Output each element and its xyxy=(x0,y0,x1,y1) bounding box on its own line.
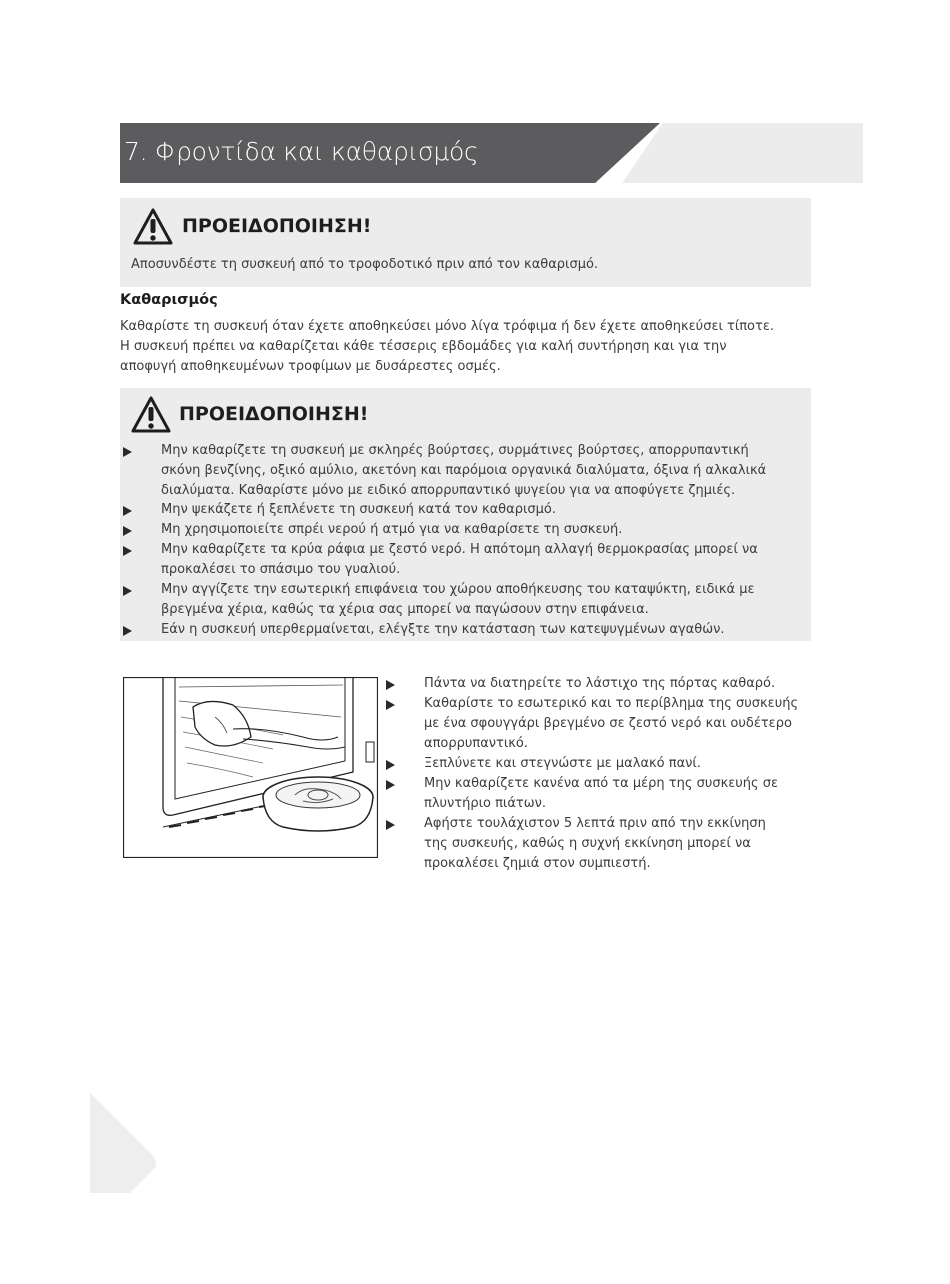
warning-box-disconnect xyxy=(120,198,811,287)
warning-text: Αποσυνδέστε τη συσκευή από το τροφοδοτικό πριν από τον καθαρισμό. xyxy=(131,257,599,272)
bullet-arrow-icon xyxy=(123,526,132,536)
bullet-arrow-icon xyxy=(386,700,395,710)
list-item-line: προκαλέσει το σπάσιμο του γυαλιού. xyxy=(161,562,401,577)
list-item-line: με ένα σφουγγάρι βρεγμένο σε ζεστό νερό και ουδέτερο xyxy=(424,716,792,731)
bullet-arrow-icon xyxy=(123,546,132,556)
cleaning-illustration xyxy=(123,677,378,858)
section-title: 7. Φροντίδα και καθαρισμός xyxy=(124,137,479,166)
warning-triangle-icon xyxy=(130,395,172,435)
list-item-line: προκαλέσει ζημιά στον συμπιεστή. xyxy=(424,856,651,871)
warning-triangle-icon xyxy=(132,207,174,247)
list-item-line: Μην καθαρίζετε τη συσκευή με σκληρές βούρτσες, συρμάτινες βούρτσες, απορρυπαντική xyxy=(161,443,749,458)
header-decoration xyxy=(622,123,863,183)
bullet-arrow-icon xyxy=(123,626,132,636)
paragraph-line: αποφυγή αποθηκευμένων τροφίμων με δυσάρεστες οσμές. xyxy=(120,359,501,374)
list-item-line: Μην αγγίζετε την εσωτερική επιφάνεια του χώρου αποθήκευσης του καταψύκτη, ειδικά με xyxy=(161,582,755,597)
page-corner-decoration xyxy=(90,1093,160,1193)
list-item-line: Ξεπλύνετε και στεγνώστε με μαλακό πανί. xyxy=(424,756,701,771)
list-item-line: σκόνη βενζίνης, οξικό αμύλιο, ακετόνη και παρόμοια οργανικά διαλύματα, όξινα ή αλκαλικά xyxy=(161,463,767,478)
warning-title: ΠΡΟΕΙΔΟΠΟΙΗΣΗ! xyxy=(179,403,369,425)
list-item-line: Καθαρίστε το εσωτερικό και το περίβλημα της συσκευής xyxy=(424,696,799,711)
paragraph-line: Καθαρίστε τη συσκευή όταν έχετε αποθηκεύσει μόνο λίγα τρόφιμα ή δεν έχετε αποθηκεύσει τίποτε. xyxy=(120,319,774,334)
list-item-line: διαλύματα. Καθαρίστε μόνο με ειδικό απορρυπαντικό ψυγείου για να αποφύγετε ζημιές. xyxy=(161,483,736,498)
list-item-line: Αφήστε τουλάχιστον 5 λεπτά πριν από την εκκίνηση xyxy=(424,816,766,831)
list-item-line: Μην καθαρίζετε κανένα από τα μέρη της συσκευής σε xyxy=(424,776,779,791)
warning-title: ΠΡΟΕΙΔΟΠΟΙΗΣΗ! xyxy=(182,215,372,237)
bullet-arrow-icon xyxy=(386,820,395,830)
bullet-arrow-icon xyxy=(123,586,132,596)
list-item-line: βρεγμένα χέρια, καθώς τα χέρια σας μπορεί να παγώσουν στην επιφάνεια. xyxy=(161,602,649,617)
list-item-line: πλυντήριο πιάτων. xyxy=(424,796,547,811)
list-item-line: απορρυπαντικό. xyxy=(424,736,529,751)
list-item-line: Μην ψεκάζετε ή ξεπλένετε τη συσκευή κατά τον καθαρισμό. xyxy=(161,502,556,517)
bullet-arrow-icon xyxy=(386,760,395,770)
bullet-arrow-icon xyxy=(123,506,132,516)
list-item-line: Εάν η συσκευή υπερθερμαίνεται, ελέγξτε την κατάσταση των κατεψυγμένων αγαθών. xyxy=(161,622,725,637)
list-item-line: Μην καθαρίζετε τα κρύα ράφια με ζεστό νερό. Η απότομη αλλαγή θερμοκρασίας μπορεί να xyxy=(161,542,758,557)
list-item-line: της συσκευής, καθώς η συχνή εκκίνηση μπορεί να xyxy=(424,836,751,851)
bullet-arrow-icon xyxy=(123,447,132,457)
bullet-arrow-icon xyxy=(386,780,395,790)
list-item-line: Πάντα να διατηρείτε το λάστιχο της πόρτας καθαρό. xyxy=(424,676,776,691)
cleaning-heading: Καθαρισμός xyxy=(120,292,218,308)
bullet-arrow-icon xyxy=(386,680,395,690)
list-item-line: Μη χρησιμοποιείτε σπρέι νερού ή ατμό για να καθαρίσετε τη συσκευή. xyxy=(161,522,623,537)
paragraph-line: Η συσκευή πρέπει να καθαρίζεται κάθε τέσσερις εβδομάδες για καλή συντήρηση και για την xyxy=(120,339,727,354)
